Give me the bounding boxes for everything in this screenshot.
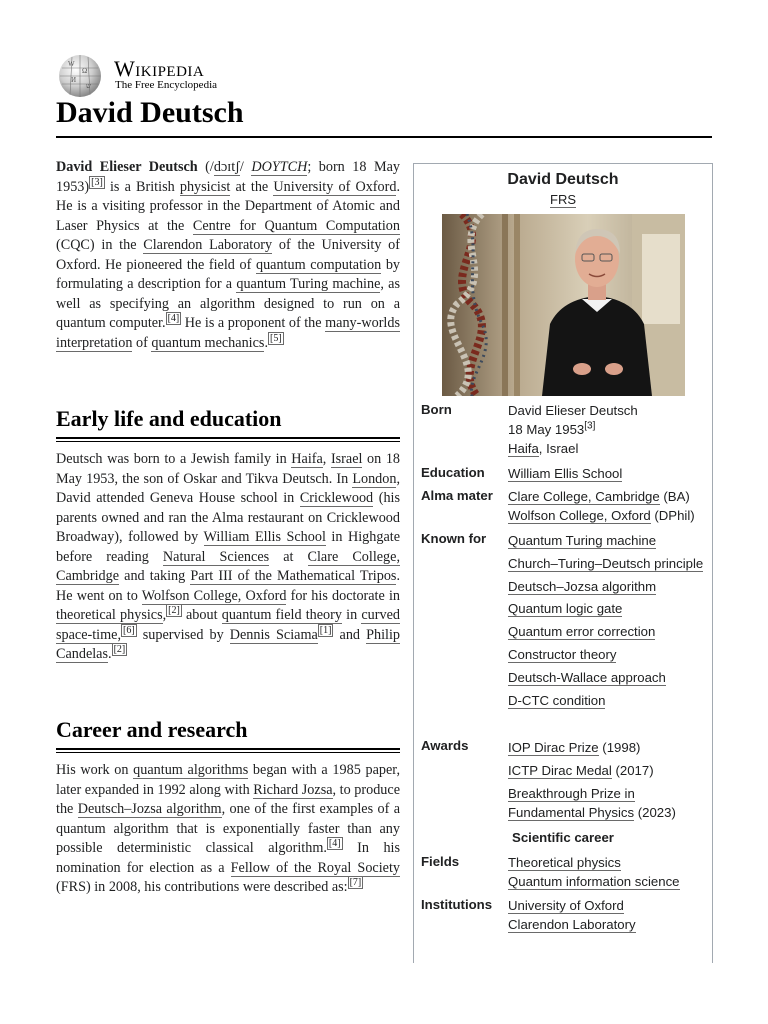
- link-quantum-algorithms[interactable]: quantum algorithms: [133, 762, 249, 778]
- link-known-for-item[interactable]: Constructor theory: [508, 646, 617, 662]
- title-divider: [56, 136, 712, 138]
- infobox-value-awards: IOP Dirac Prize (1998) ICTP Dirac Medal (2017) Breakthrough Prize in Fundamental Physics (2023): [508, 740, 676, 820]
- link-university-of-oxford[interactable]: University of Oxford: [273, 178, 397, 195]
- svg-text:W: W: [68, 60, 75, 68]
- citation-link[interactable]: [1]: [319, 624, 332, 636]
- link-wolfson-college[interactable]: Wolfson College, Oxford: [508, 508, 651, 523]
- svg-text:Ω: Ω: [82, 67, 88, 75]
- link-haifa[interactable]: Haifa: [291, 451, 323, 467]
- infobox-title: David Deutsch: [507, 171, 619, 188]
- infobox-value-fields: [508, 853, 708, 891]
- link-known-for-item[interactable]: D-CTC condition: [508, 692, 606, 708]
- link-quantum-turing-machine[interactable]: quantum Turing machine: [236, 276, 381, 292]
- infobox-label-fields: Fields: [421, 854, 460, 869]
- svg-text:И: И: [71, 76, 77, 84]
- link-many-worlds-interpretation[interactable]: many-worlds interpretation: [56, 315, 400, 351]
- infobox-value-known-for: [508, 531, 708, 713]
- link-philip-candelas[interactable]: Philip Candelas: [56, 626, 400, 662]
- page-title: David Deutsch: [56, 96, 244, 129]
- citation-link[interactable]: [2]: [113, 644, 126, 656]
- link-fellow-royal-society[interactable]: Fellow of the Royal Society: [230, 859, 400, 876]
- ipa-pronunciation[interactable]: dɔɪtʃ: [213, 159, 240, 175]
- citation-link[interactable]: [4]: [167, 313, 180, 325]
- link-quantum-computation[interactable]: quantum computation: [255, 256, 382, 273]
- link-frs[interactable]: FRS: [550, 192, 576, 207]
- infobox-label-alma-mater: Alma mater: [421, 488, 493, 503]
- citation-link[interactable]: [3]: [584, 420, 596, 432]
- link-award[interactable]: ICTP Dirac Medal: [508, 762, 612, 778]
- citation-link[interactable]: [7]: [349, 877, 362, 889]
- link-israel[interactable]: Israel: [330, 451, 363, 467]
- link-field[interactable]: Theoretical physics: [508, 855, 621, 870]
- link-dennis-sciama[interactable]: Dennis Sciama: [229, 626, 318, 643]
- infobox-label-born: Born: [421, 402, 452, 417]
- link-clarendon-laboratory[interactable]: Clarendon Laboratory: [143, 237, 273, 253]
- link-mathematical-tripos[interactable]: Part III of the Mathematical Tripos: [190, 568, 397, 584]
- link-natural-sciences[interactable]: Natural Sciences: [162, 548, 270, 565]
- section-divider: [56, 748, 400, 753]
- link-deutsch-jozsa-algorithm[interactable]: Deutsch–Jozsa algorithm: [77, 801, 222, 817]
- link-richard-jozsa[interactable]: Richard Jozsa: [253, 781, 333, 798]
- link-field[interactable]: Quantum information science: [508, 874, 680, 889]
- link-clare-college[interactable]: Clare College, Cambridge: [508, 489, 660, 504]
- link-quantum-field-theory[interactable]: quantum field theory: [221, 607, 342, 623]
- link-haifa[interactable]: Haifa: [508, 441, 539, 456]
- link-quantum-mechanics[interactable]: quantum mechanics: [151, 334, 265, 351]
- respelling-link[interactable]: DOYTCH: [251, 159, 308, 175]
- citation-link[interactable]: [3]: [91, 176, 103, 188]
- infobox-value-institutions: [508, 896, 708, 934]
- link-cricklewood[interactable]: Cricklewood: [299, 490, 374, 506]
- citation-link[interactable]: [5]: [269, 332, 282, 344]
- link-known-for-item[interactable]: Deutsch-Wallace approach: [508, 669, 666, 685]
- early-life-paragraph: Deutsch was born to a Jewish family in Haifa, Israel on 18 May 1953, the son of Oskar and Tikva Deutsch. In London, David attended Geneva House school in Cricklewood (his parents owned and ran the Alma restaurant on Cricklewood Broadway), followed by William Ellis School in Highgate before reading Natural Sciences at Clare College, Cambridge and taking Part III of the Mathematical Tripos. He went on to Wolfson College, Oxford for his doctorate in theoretical physics, [2] about quantum field theory in curved space-time, [6] supervised by Dennis Sciama [1] and Philip Candelas. [2]: [56, 451, 401, 662]
- infobox-label-institutions: Institutions: [421, 897, 493, 912]
- intro-paragraph: David Elieser Deutsch (/dɔɪtʃ/ DOYTCH; born 18 May 1953) [3] is a British physicist at the University of Oxford. He is a visiting professor in the Department of Atomic and Laser Physics at the Centre for Quantum Computation (CQC) in the Clarendon Laboratory of the University of Oxford. He pioneered the field of quantum computation by formulating a description for a quantum Turing machine, as well as specifying an algorithm designed to run on a quantum computer. [4] He is a proponent of the many-worlds interpretation of quantum mechanics. [5]: [56, 159, 401, 351]
- section-heading-career: Career and research: [56, 717, 248, 742]
- link-institution[interactable]: Clarendon Laboratory: [508, 917, 636, 932]
- svg-text:ש: ש: [86, 82, 91, 90]
- section-divider: [56, 437, 400, 442]
- portrait-photo[interactable]: [442, 214, 685, 396]
- link-known-for-item[interactable]: Church–Turing–Deutsch principle: [508, 555, 704, 571]
- link-award[interactable]: Breakthrough Prize in Fundamental Physics: [508, 785, 635, 820]
- wikipedia-tagline: The Free Encyclopedia: [115, 79, 218, 91]
- career-paragraph: His work on quantum algorithms began with a 1985 paper, later expanded in 1992 along with Richard Jozsa, to produce the Deutsch–Jozsa algorithm, one of the first examples of a quantum algorithm that is exponentially faster than any possible deterministic classical algorithm. [4] In his nomination for election as a Fellow of the Royal Society (FRS) in 2008, his contributions were described as: [7]: [56, 762, 400, 895]
- link-known-for-item[interactable]: Deutsch–Jozsa algorithm: [508, 578, 657, 594]
- link-known-for-item[interactable]: Quantum Turing machine: [508, 533, 657, 548]
- link-william-ellis-school[interactable]: William Ellis School: [508, 466, 623, 481]
- wikipedia-wordmark[interactable]: Wikipedia: [114, 56, 205, 81]
- citation-link[interactable]: [6]: [123, 624, 135, 636]
- infobox-label-known-for: Known for: [421, 531, 487, 546]
- infobox-value-education: [508, 464, 708, 483]
- citation-link[interactable]: [2]: [168, 605, 180, 617]
- link-known-for-item[interactable]: Quantum logic gate: [508, 601, 623, 617]
- infobox-label-awards: Awards: [421, 738, 469, 753]
- subject-name: David Elieser Deutsch: [56, 159, 198, 175]
- infobox-subheader-scientific-career: Scientific career: [512, 830, 614, 845]
- infobox-value-born: David Elieser Deutsch 18 May 1953[3] Haifa, Israel: [508, 403, 638, 456]
- link-william-ellis-school[interactable]: William Ellis School: [203, 529, 326, 545]
- infobox-postnominal: [414, 192, 712, 207]
- link-london[interactable]: London: [352, 470, 397, 487]
- section-heading-early-life: Early life and education: [56, 406, 282, 431]
- infobox: [413, 163, 713, 963]
- link-physicist[interactable]: physicist: [179, 178, 231, 195]
- infobox-label-education: Education: [421, 465, 485, 480]
- link-institution[interactable]: University of Oxford: [508, 898, 624, 913]
- citation-link[interactable]: [4]: [328, 838, 341, 850]
- wikipedia-globe-logo[interactable]: [56, 54, 104, 98]
- link-award[interactable]: IOP Dirac Prize: [508, 740, 599, 755]
- link-centre-for-quantum-computation[interactable]: Centre for Quantum Computation: [192, 217, 400, 234]
- link-clare-college[interactable]: Clare College, Cambridge: [56, 548, 400, 584]
- link-wolfson-college[interactable]: Wolfson College, Oxford: [141, 587, 287, 604]
- link-theoretical-physics[interactable]: theoretical physics: [56, 607, 163, 623]
- link-known-for-item[interactable]: Quantum error correction: [508, 624, 656, 640]
- infobox-value-alma-mater: Clare College, Cambridge (BA) Wolfson College, Oxford (DPhil): [508, 489, 695, 523]
- link-curved-space-time[interactable]: curved space-time: [56, 607, 400, 643]
- site-header: [56, 53, 356, 97]
